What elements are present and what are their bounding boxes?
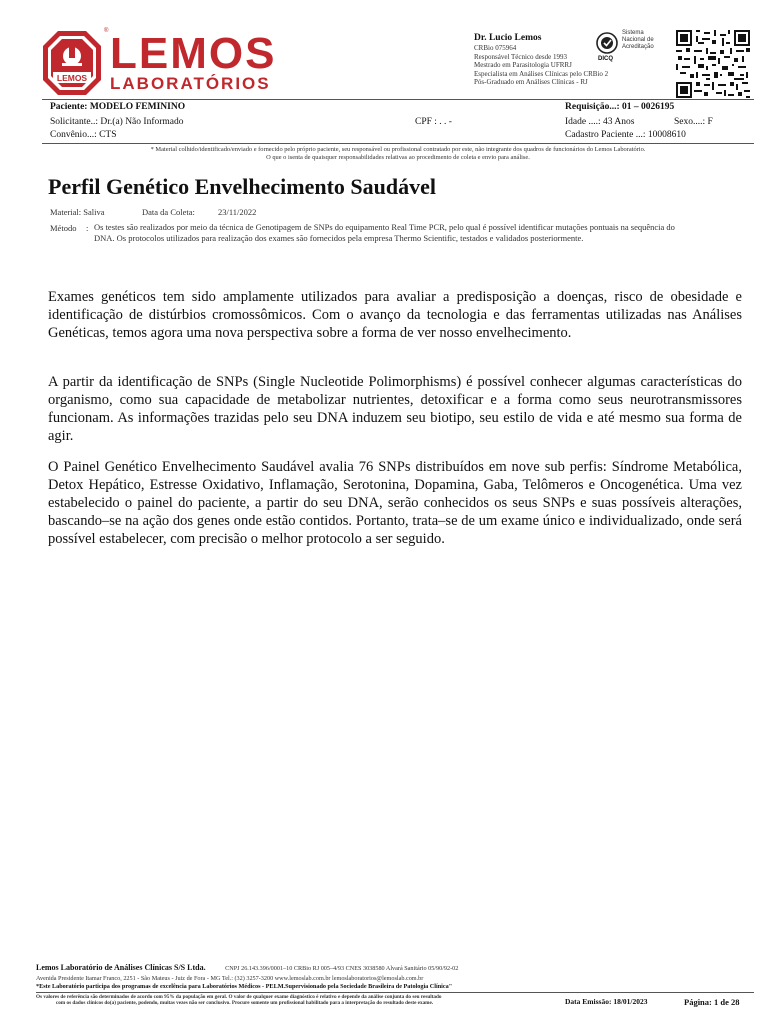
material: Material: Saliva (50, 207, 105, 217)
doctor-credentials (474, 33, 608, 87)
doctor-line-1: Responsável Técnico desde 1993 (474, 52, 567, 61)
insurance (50, 130, 117, 141)
header-divider (42, 99, 754, 100)
requester-value: Dr.(a) Não Informado (100, 117, 184, 127)
page-number: Página: 1 de 28 (684, 997, 740, 1007)
seal-line-3: Acreditação (622, 44, 654, 50)
logo-wordmark: LEMOS (110, 29, 277, 78)
sex-label: Sexo....: (674, 117, 708, 127)
seal-line-2: Nacional de (622, 37, 654, 43)
disclaimer-line-2: com os dados clínicos do(a) paciente, podendo, muitas vezes não ser conclusivo. Procure somente um profissional habilitado para a interpretação do resultado deste exame. (56, 1000, 434, 1007)
footer-program: *Este Laboratório participa dos programas de excelência para Laboratórios Médicos - PELM.Supervisionado pela Sociedade Brasileira de Patologia Clínica" (36, 983, 453, 990)
method-description: Os testes são realizados por meio da técnica de Genotipagem de SNPs do equipamento Real Time PCR, pelo qual é possível identificar mutações pontuais na sequência do DNA. Os protocolos utilizados para realização dos exames são fornecidos pela empresa Thermo Scientific, testados e validados posteriormente. (94, 222, 675, 243)
accreditation-seal-text (622, 30, 654, 51)
footer-divider (36, 992, 754, 993)
sex (674, 117, 713, 128)
cpf (415, 117, 452, 128)
footer-company: Lemos Laboratório de Análises Clínicas S/S Ltda. (36, 963, 206, 972)
sex-value: F (707, 117, 713, 127)
age (565, 117, 634, 128)
seal-mark: DICQ (598, 56, 613, 62)
footer-company-line (36, 964, 458, 972)
lemos-logo-emblem (42, 30, 102, 96)
emission-date: Data Emissão: 18/01/2023 (565, 997, 648, 1006)
exam-title: Perfil Genético Envelhecimento Saudável (48, 174, 436, 199)
requisition-label: Requisição...: (565, 102, 622, 112)
doctor-line-4: Pós-Graduado em Análises Clínicas - RJ (474, 78, 588, 87)
disclaimer-line-1: Os valores de referência são determinados de acordo com 95% da população em geral. O valor de qualquer exame diagnóstico é relativo e depende da análise conjunta do seu resultado (36, 994, 442, 1000)
collection-date-label: Data da Coleta: (142, 207, 195, 217)
notice-line-1: * Material colhido/identificado/enviado e fornecido pelo próprio paciente, seu responsável ou profissional contratado por este, não integrante dos quadros de funcionários do Lemos Laboratório. (150, 146, 646, 153)
qr-code-icon[interactable] (676, 30, 750, 98)
patient-name (50, 102, 185, 113)
insurance-label: Convênio...: (50, 130, 100, 140)
footer-registry: CNPJ 26.143.396/0001–10 CRBio RJ 005–4/93 CNES 3038580 Alvará Sanitário 05/90/92-02 (225, 965, 459, 972)
record-value: 10008610 (647, 130, 686, 140)
doctor-name: Dr. Lucio Lemos (474, 33, 542, 43)
info-divider (42, 143, 754, 144)
notice-line-2: O que o isenta de quaisquer responsabilidades relativas ao procedimento de coleta e envio para análise. (266, 154, 530, 162)
requester-label: Solicitante..: (50, 117, 101, 127)
age-label: Idade ....: (565, 117, 603, 127)
doctor-crbio: CRBio 075964 (474, 44, 517, 52)
logo-badge-text: LEMOS (56, 73, 88, 83)
patient-label: Paciente: (50, 102, 90, 112)
logo-subtitle: LABORATÓRIOS (110, 74, 271, 93)
paragraph-1: Exames genéticos tem sido amplamente utilizados para avaliar a predisposição a doenças, risco de obesidade e identificação de distúrbios cromossômicos. Com o avanço da tecnologia e das ferramentas utilizadas nas Análises Genéticas, temos agora uma nova perspectiva sobre a forma de ver nosso envelhecimento. (48, 289, 742, 341)
footer-disclaimer (36, 994, 556, 1006)
accreditation-seal-icon (596, 32, 618, 54)
paragraph-2: A partir da identificação de SNPs (Single Nucleotide Polimorphisms) é possível conhecer algumas características do organismo, como sua capacidade de metabolizar nutrientes, detoxificar e a forma como seus neurotransmissores funcionam. As informações trazidas pelo seu DNA induzem seu biotipo, seu estilo de vida e até mesmo sua forma de agir. (48, 374, 742, 444)
age-value: 43 Anos (603, 117, 635, 127)
collection-notice (42, 146, 754, 163)
record-label: Cadastro Paciente ...: (565, 130, 648, 140)
method-separator: : (86, 223, 89, 233)
collection-date-value: 23/11/2022 (218, 207, 257, 217)
registered-mark-icon: ® (104, 28, 109, 34)
requisition (565, 102, 674, 113)
requisition-value: 01 – 0026195 (622, 102, 675, 112)
doctor-line-3: Especialista em Análises Clínicas pelo CRBio 2 (474, 69, 609, 78)
cpf-value: . . - (439, 117, 452, 127)
doctor-line-2: Mestrado em Parasitologia UFRRJ (474, 61, 572, 70)
cpf-label: CPF : (415, 117, 440, 127)
footer-address: Avenida Presidente Itamar Franco, 2251 - São Mateus - Juiz de Fora - MG Tel.: (32) 3257-3200 www.lemoslab.com.br lemoslaboratorios@lemoslab.com.br (36, 975, 424, 982)
lemos-logo-text (110, 29, 277, 93)
method-label: Método (50, 223, 77, 233)
patient-value: MODELO FEMININO (89, 102, 186, 112)
paragraph-3: O Painel Genético Envelhecimento Saudável avalia 76 SNPs distribuídos em nove sub perfis: Síndrome Metabólica, Detox Hepático, Estresse Oxidativo, Inflamação, Serotonina, Dopamina, Gaba, Telômeros e Oncogenética. Uma vez estabelecido o painel do paciente, a partir do seu DNA, serão conhecidos os seus SNPs e suas possíveis alterações, bascando–se na ação dos genes onde estão contidos. Portanto, trata–se de um exame único e individualizado, onde será possível estabelecer, com precisão o melhor protocolo a ser seguido. (48, 459, 742, 547)
insurance-value: CTS (99, 130, 117, 140)
patient-record (565, 130, 686, 141)
seal-line-1: Sistema (622, 30, 644, 36)
requester (50, 117, 184, 128)
